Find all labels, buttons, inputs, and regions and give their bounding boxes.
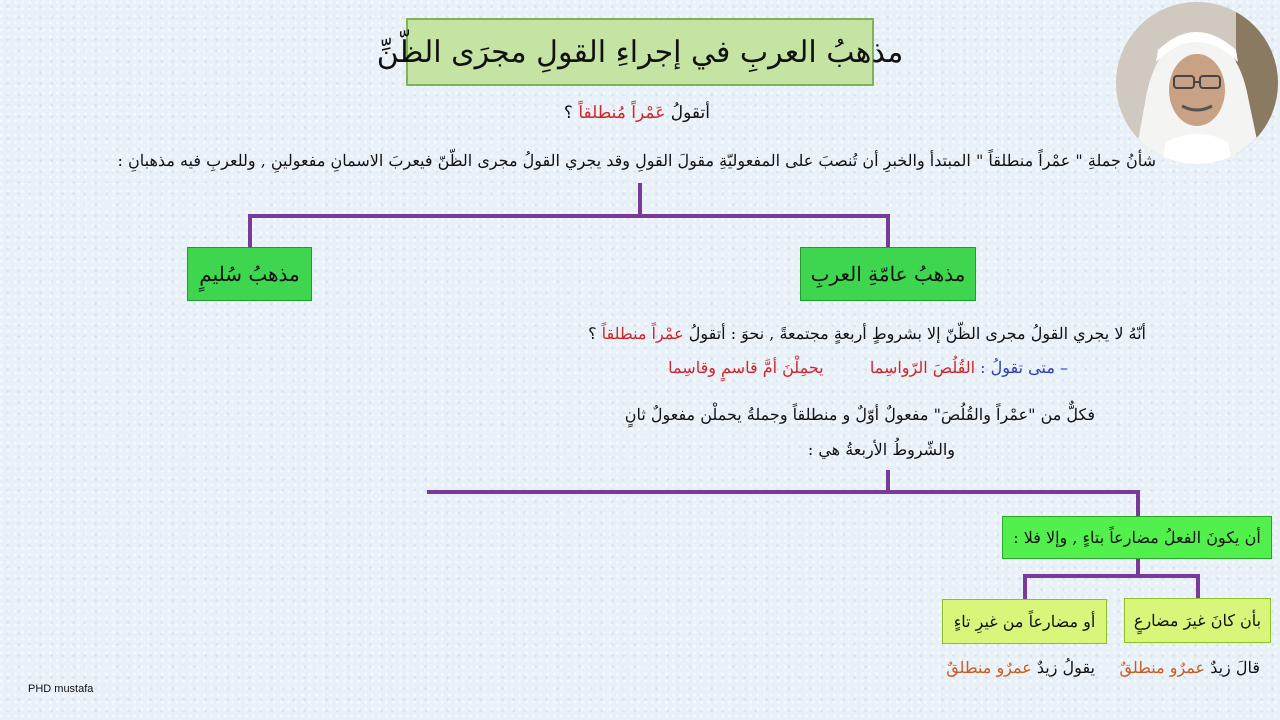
- example-dash: – متى تقولُ :: [980, 358, 1068, 377]
- question-mark: ؟: [563, 103, 573, 123]
- tree-connector-right: [886, 214, 890, 247]
- conditions-connector-down: [1136, 490, 1140, 516]
- example-a-line: [1119, 658, 1260, 677]
- presenter-video: [1116, 2, 1278, 164]
- example-a-highlight: عمرٌو منطلقٌ: [1119, 658, 1206, 677]
- rule-suffix: ؟: [588, 324, 597, 343]
- slide-title: مذهبُ العربِ في إجراءِ القولِ مجرَى الظّنِّ: [406, 18, 874, 86]
- example-b-highlight: عمرٌو منطلقٌ: [946, 658, 1032, 677]
- condition-non-present-box: بأن كانَ غيرَ مضارعٍ: [1124, 598, 1271, 643]
- question-prefix: أتقولُ: [670, 103, 710, 123]
- tree-connector-vertical: [638, 183, 642, 216]
- example-b-line: [946, 658, 1095, 677]
- example-b-prefix: يقولُ زيدٌ: [1036, 658, 1095, 677]
- rule-line: [588, 324, 1146, 343]
- rule-prefix: أنّهُ لا يجري القولُ مجرى الظّنّ إلا بشروطٍ أربعةٍ مجتمعةً , نحوَ : أتقولُ: [688, 324, 1146, 343]
- branch-sulaym-box: مذهبُ سُليمٍ: [187, 247, 312, 301]
- footer-credit: PHD mustafa: [28, 683, 94, 695]
- presenter-avatar-icon: [1116, 2, 1278, 164]
- sub-connector-right: [1196, 574, 1200, 599]
- sub-connector-left: [1023, 574, 1027, 599]
- intro-text: شأنُ جملةِ " عمْراً منطلقاً " المبتدأ والخبرِ أن تُنصبَ على المفعوليّةِ مقولَ القولِ وقد يجري القولُ مجرى الظّنّ فيعربَ الاسمانِ مفعولينِ , وللعربِ فيه مذهبانِ :: [117, 151, 1156, 170]
- example-red-phrase: يحمِلْنَ أمَّ قاسمٍ وقاسِما: [668, 358, 824, 377]
- condition-present-no-ta-box: أو مضارعاً من غيرِ تاءٍ: [942, 599, 1107, 644]
- explanation-text: فكلٌّ من "عمْراً والقُلُصَ" مفعولٌ أوّلٌ و منطلقاً وجملةُ يحملْن مفعولٌ ثانٍ: [624, 405, 1095, 424]
- question-line: [564, 103, 710, 123]
- rule-highlight: عمْراً منطلقاً: [601, 324, 684, 343]
- sub-connector-horizontal: [1023, 574, 1200, 578]
- conditions-connector-horizontal: [427, 490, 1140, 494]
- question-highlight: عَمْراً مُنطلقاً: [578, 103, 666, 123]
- condition-main-box: أن يكونَ الفعلُ مضارعاً بتاءٍ , وإلا فلا :: [1002, 516, 1272, 559]
- branch-arab-majority-box: مذهبُ عامّةِ العربِ: [800, 247, 976, 301]
- example-verse-line: [668, 358, 1068, 377]
- tree-connector-horizontal: [248, 214, 890, 218]
- example-blue-phrase: القُلُصَ الرّواسِما: [869, 358, 976, 377]
- conditions-label: والشّروطُ الأربعةُ هي :: [807, 440, 955, 459]
- example-a-prefix: قالَ زيدٌ: [1210, 658, 1260, 677]
- tree-connector-left: [248, 214, 252, 247]
